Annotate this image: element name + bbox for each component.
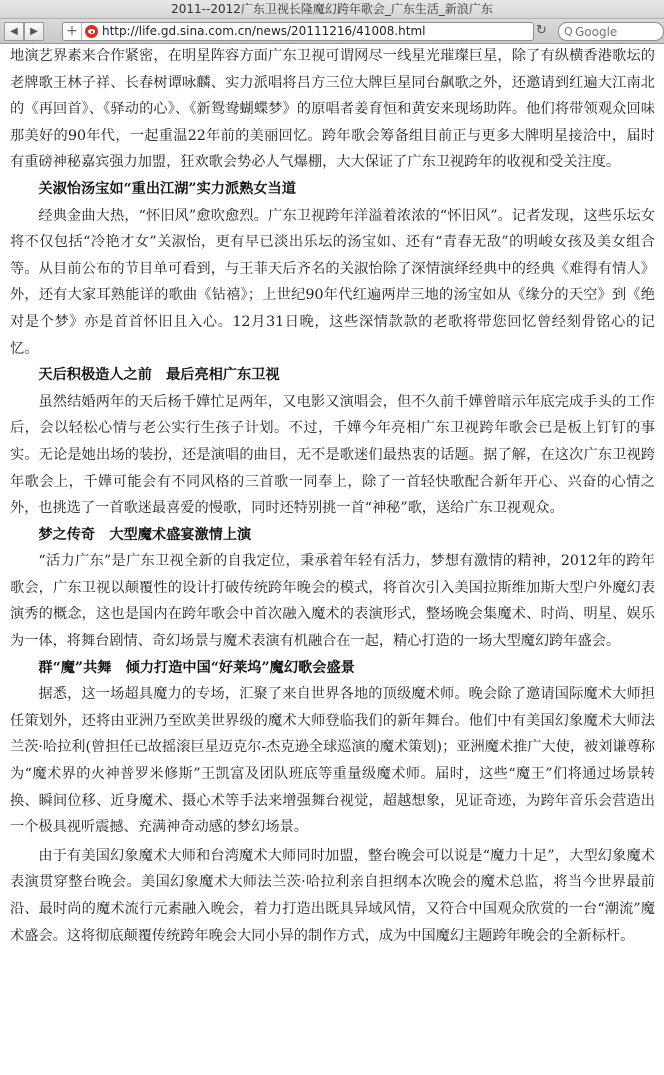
search-icon: Q	[564, 25, 573, 38]
section-heading: 天后积极造人之前 最后亮相广东卫视	[38, 367, 280, 384]
search-input[interactable]	[575, 23, 661, 40]
window-titlebar	[0, 0, 664, 19]
back-button[interactable]	[4, 22, 24, 41]
search-box[interactable]	[558, 22, 664, 41]
section-heading: 梦之传奇 大型魔术盛宴激情上演	[38, 526, 252, 543]
section-paragraph: 由于有美国幻象魔术大师和台湾魔术大师同时加盟，整台晚会可以说是“魔力十足”，大型幻象魔术表演贯穿整台晚会。美国幻象魔术大师法兰茨·哈拉利亲自担纲本次晚会的魔术总监，将当今世界最前沿、最时尚的魔术流行元素融入晚会，着力打造出既具异域风情，又符合中国观众欣赏的一台“潮流”魔术盛会。这将彻底颠覆传统跨年晚会大同小异的制作方式，成为中国魔幻主题跨年晚会的全新标杆。	[10, 847, 655, 944]
browser-toolbar	[0, 19, 664, 44]
add-bookmark-button[interactable]	[63, 23, 82, 40]
plus-icon: +	[66, 23, 78, 39]
article-body	[10, 43, 655, 1075]
url-text[interactable]: http://life.gd.sina.com.cn/news/20111216/41008.html	[102, 24, 426, 38]
section-paragraph: 经典金曲大热，“怀旧风”愈吹愈烈。广东卫视跨年洋溢着浓浓的“怀旧风”。记者发现，这些乐坛女将不仅包括“冷艳才女”关淑怡，更有早已淡出乐坛的汤宝如、还有“青春无敌”的明峻女孩及美女组合等。从目前公布的节目单可看到，与王菲天后齐名的关淑怡除了深情演绎经典中的经典《难得有情人》外，还有大家耳熟能详的歌曲《钻禧》；上世纪90年代红遍两岸三地的汤宝如从《缘分的天空》到《绝对是个梦》亦是首首怀旧且入心。12月31日晚，这些深情款款的老歌将带您回忆曾经刻骨铭心的记忆。	[10, 207, 655, 357]
section-heading: 群“魔”共舞 倾力打造中国“好莱坞”魔幻歌会盛景	[38, 659, 355, 676]
section-heading: 关淑怡汤宝如“重出江湖”实力派熟女当道	[38, 180, 296, 197]
intro-paragraph: 地演艺界素来合作紧密，在明星阵容方面广东卫视可谓网尽一线星光璀璨巨星，除了有纵横香港歌坛的老牌歌王林子祥、长春树谭咏麟、实力派唱将吕方三位大牌巨星同台飙歌之外，还邀请到红遍大江南北的《再回首》、《驿动的心》、《新鸳鸯蝴蝶梦》的原唱者姜育恒和黄安来现场助阵。他们将带领观众回味那美好的90年代，一起重温22年前的美丽回忆。跨年歌会筹备组目前正与更多大牌明星接洽中，届时有重磅神秘嘉宾强力加盟，狂欢歌会势必人气爆棚，大大保证了广东卫视跨年的收视和受关注度。	[10, 48, 655, 171]
sina-favicon-icon	[85, 25, 98, 38]
address-bar[interactable]	[62, 22, 534, 41]
section-paragraph: 据悉，这一场超具魔力的专场，汇聚了来自世界各地的顶级魔术师。晚会除了邀请国际魔术大师担任策划外，还将由亚洲乃至欧美世界级的魔术大师登临我们的新年舞台。他们中有美国幻象魔术大师法兰茨·哈拉利(曾担任已故摇滚巨星迈克尔-杰克逊全球巡演的魔术策划)；亚洲魔术推广大使，被刘谦尊称为“魔术界的火神普罗米修斯”王凯富及团队班底等重量级魔术师。届时，这些“魔王”们将通过场景转换、瞬间位移、近身魔术、摄心术等手法来增强舞台视觉，超越想象，见证奇迹，为跨年音乐会营造出一个极具视听震撼、充满神奇动感的梦幻场景。	[10, 686, 655, 836]
window-title: 2011--2012广东卫视长隆魔幻跨年歌会_广东生活_新浪广东	[171, 2, 493, 16]
section-paragraph: “活力广东”是广东卫视全新的自我定位，秉承着年轻有活力，梦想有激情的精神，2012年的跨年歌会，广东卫视以颠覆性的设计打破传统跨年晚会的模式，将首次引入美国拉斯维加斯大型户外魔幻表演秀的概念，这也是国内在跨年歌会中首次融入魔术的表演形式，整场晚会集魔术、时尚、明星、娱乐为一体，将舞台剧情、奇幻场景与魔术表演有机融合在一起，精心打造的一场大型魔幻跨年盛会。	[10, 553, 655, 650]
forward-button[interactable]	[24, 22, 44, 41]
forward-arrow-icon: ▶	[30, 26, 38, 37]
back-arrow-icon: ◀	[10, 26, 18, 37]
section-paragraph: 虽然结婚两年的天后杨千嬅忙足两年，又电影又演唱会，但不久前千嬅曾暗示年底完成手头的工作后，会以轻松心情与老公实行生孩子计划。不过，千嬅今年亮相广东卫视跨年歌会已是板上钉钉的事实。无论是她出场的装扮，还是演唱的曲目，无不是歌迷们最热衷的话题。据了解，在这次广东卫视跨年歌会上，千嬅可能会有不同风格的三首歌一同奉上，除了一首轻快歌配合新年开心、兴奋的心情之外，也挑选了一首歌迷最喜爱的慢歌，同时还特别挑一首“神秘”歌，送给广东卫视观众。	[10, 393, 655, 517]
reload-icon[interactable]: ↻	[536, 23, 547, 38]
